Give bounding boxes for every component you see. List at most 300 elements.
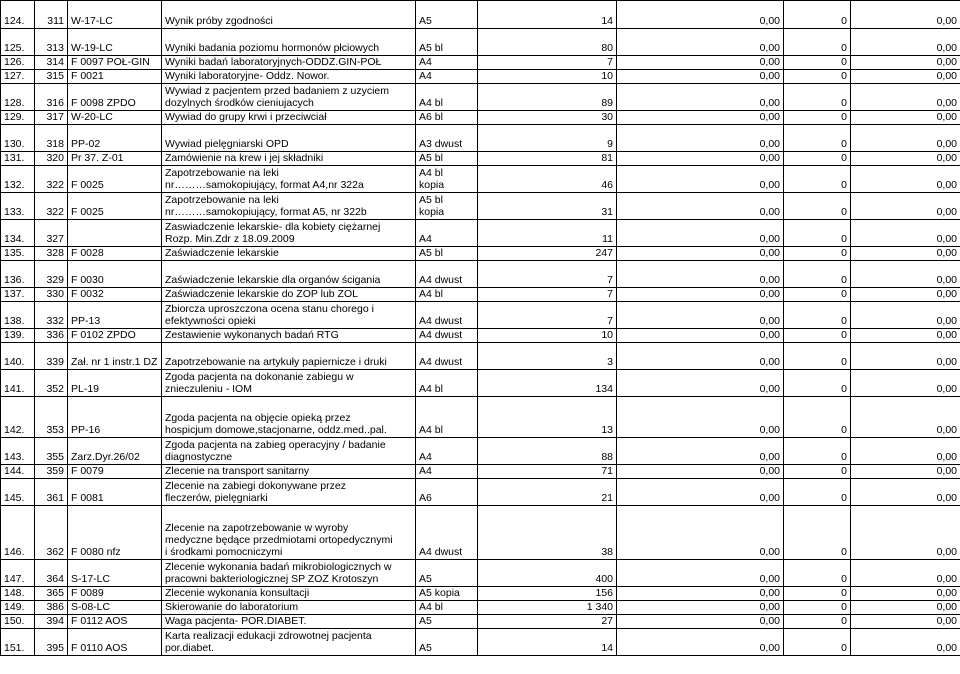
- value-b: 0: [784, 166, 851, 193]
- unit-price: 0,00: [617, 587, 784, 601]
- form-format: [416, 288, 478, 302]
- form-name-line: fleczerów, pielęgniarki: [165, 492, 268, 504]
- quantity: 134: [478, 370, 617, 397]
- unit-price: 0,00: [617, 125, 784, 152]
- form-name-line: Wywiad pielęgniarski OPD: [165, 138, 289, 150]
- form-name: [162, 29, 416, 56]
- total-value: 0,00: [851, 111, 960, 125]
- unit-price: 0,00: [617, 261, 784, 288]
- table-row: [1, 111, 960, 125]
- table-row: [1, 56, 960, 70]
- form-format: [416, 329, 478, 343]
- row-number: 133.: [1, 193, 35, 220]
- form-name: [162, 506, 416, 560]
- table-row: [1, 629, 960, 656]
- value-b: 0: [784, 1, 851, 29]
- total-value: 0,00: [851, 1, 960, 29]
- form-code: F 0098 ZPDO: [68, 84, 162, 111]
- form-format: [416, 56, 478, 70]
- form-name-line: Zapotrzebowanie na leki: [165, 167, 279, 179]
- form-name-line: Zlecenie na zabiegi dokonywane przez: [165, 480, 346, 492]
- unit-price: 0,00: [617, 70, 784, 84]
- form-format-line: A4: [419, 56, 432, 68]
- value-b: 0: [784, 397, 851, 438]
- total-value: 0,00: [851, 479, 960, 506]
- form-format: [416, 479, 478, 506]
- form-name-line: dozylnych środków cieniujacych: [165, 97, 314, 109]
- form-code: F 0089: [68, 587, 162, 601]
- form-name-line: Zlecenie wykonania badań mikrobiologicznych w: [165, 561, 392, 573]
- total-value: 0,00: [851, 288, 960, 302]
- unit-price: 0,00: [617, 479, 784, 506]
- row-number: 132.: [1, 166, 35, 193]
- form-format-line: A5 bl: [419, 152, 443, 164]
- value-b: 0: [784, 438, 851, 465]
- form-format-line: A4 bl: [419, 288, 443, 300]
- form-format-line: A4: [419, 451, 432, 463]
- form-format: [416, 465, 478, 479]
- quantity: 10: [478, 329, 617, 343]
- form-name: [162, 152, 416, 166]
- total-value: 0,00: [851, 302, 960, 329]
- table-row: [1, 465, 960, 479]
- value-b: 0: [784, 343, 851, 370]
- unit-price: 0,00: [617, 343, 784, 370]
- unit-price: 0,00: [617, 288, 784, 302]
- form-format-line: A5 kopia: [419, 587, 460, 599]
- total-value: 0,00: [851, 587, 960, 601]
- table-row: [1, 506, 960, 560]
- row-number: 138.: [1, 302, 35, 329]
- form-code: F 0032: [68, 288, 162, 302]
- total-value: 0,00: [851, 506, 960, 560]
- form-format: [416, 261, 478, 288]
- quantity: 7: [478, 261, 617, 288]
- form-name-line: nr………samokopiujący, format A4,nr 322a: [165, 179, 364, 191]
- unit-price: 0,00: [617, 329, 784, 343]
- table-row: [1, 397, 960, 438]
- unit-price: 0,00: [617, 465, 784, 479]
- unit-price: 0,00: [617, 247, 784, 261]
- form-format-line: A5: [419, 642, 432, 654]
- form-code: F 0097 POŁ-GIN: [68, 56, 162, 70]
- form-format-line: A4: [419, 70, 432, 82]
- form-name: [162, 302, 416, 329]
- total-value: 0,00: [851, 247, 960, 261]
- form-number: 359: [35, 465, 68, 479]
- form-name-line: por.diabet.: [165, 642, 215, 654]
- table-row: [1, 1, 960, 29]
- form-number: 329: [35, 261, 68, 288]
- form-format-line: A4 bl: [419, 167, 443, 179]
- form-number: 355: [35, 438, 68, 465]
- form-format-line: A6: [419, 492, 432, 504]
- value-b: 0: [784, 29, 851, 56]
- form-name-line: Zestawienie wykonanych badań RTG: [165, 329, 339, 341]
- form-code: F 0080 nfz: [68, 506, 162, 560]
- row-number: 145.: [1, 479, 35, 506]
- row-number: 148.: [1, 587, 35, 601]
- form-name: [162, 84, 416, 111]
- row-number: 130.: [1, 125, 35, 152]
- form-format-line: A4 dwust: [419, 329, 463, 341]
- unit-price: 0,00: [617, 193, 784, 220]
- table-row: [1, 261, 960, 288]
- row-number: 139.: [1, 329, 35, 343]
- unit-price: 0,00: [617, 111, 784, 125]
- unit-price: 0,00: [617, 438, 784, 465]
- form-name-line: Zlecenie wykonania konsultacji: [165, 587, 310, 599]
- form-name-line: Wynik próby zgodności: [165, 15, 273, 27]
- row-number: 125.: [1, 29, 35, 56]
- form-format: [416, 193, 478, 220]
- form-format: [416, 1, 478, 29]
- form-format-line: A4 bl: [419, 424, 443, 436]
- form-number: 394: [35, 615, 68, 629]
- form-name-line: Zgoda pacjenta na zabieg operacyjny / badanie: [165, 439, 386, 451]
- form-format-line: A4 dwust: [419, 315, 463, 327]
- unit-price: 0,00: [617, 560, 784, 587]
- form-name-line: Zlecenie na zapotrzebowanie w wyroby: [165, 522, 349, 534]
- form-format-line: A5 bl: [419, 194, 443, 206]
- form-format: [416, 370, 478, 397]
- form-code: Zał. nr 1 instr.1 DZ: [68, 343, 162, 370]
- form-number: 352: [35, 370, 68, 397]
- form-name-line: Waga pacjenta- POR.DIABET.: [165, 615, 307, 627]
- form-code: F 0021: [68, 70, 162, 84]
- form-name: [162, 288, 416, 302]
- table-row: [1, 152, 960, 166]
- form-name-line: znieczuleniu - IOM: [165, 383, 252, 395]
- form-format: [416, 166, 478, 193]
- value-b: 0: [784, 601, 851, 615]
- total-value: 0,00: [851, 152, 960, 166]
- form-name: [162, 615, 416, 629]
- form-format: [416, 601, 478, 615]
- form-code: Pr 37. Z-01: [68, 152, 162, 166]
- row-number: 143.: [1, 438, 35, 465]
- quantity: 80: [478, 29, 617, 56]
- form-format-line: A4 dwust: [419, 274, 463, 286]
- table-row: [1, 302, 960, 329]
- form-name-line: Rozp. Min.Zdr z 18.09.2009: [165, 233, 295, 245]
- form-name: [162, 166, 416, 193]
- total-value: 0,00: [851, 84, 960, 111]
- form-format: [416, 29, 478, 56]
- total-value: 0,00: [851, 397, 960, 438]
- form-code: W-17-LC: [68, 1, 162, 29]
- total-value: 0,00: [851, 601, 960, 615]
- form-name: [162, 329, 416, 343]
- row-number: 142.: [1, 397, 35, 438]
- table-row: [1, 615, 960, 629]
- form-number: 317: [35, 111, 68, 125]
- table-row: [1, 125, 960, 152]
- row-number: 131.: [1, 152, 35, 166]
- row-number: 127.: [1, 70, 35, 84]
- quantity: 156: [478, 587, 617, 601]
- form-format-line: A5: [419, 15, 432, 27]
- form-format: [416, 343, 478, 370]
- form-name-line: Karta realizacji edukacji zdrowotnej pacjenta: [165, 630, 372, 642]
- form-name-line: Skierowanie do laboratorium: [165, 601, 299, 613]
- value-b: 0: [784, 84, 851, 111]
- quantity: 88: [478, 438, 617, 465]
- form-name: [162, 629, 416, 656]
- row-number: 129.: [1, 111, 35, 125]
- form-name-line: Zaświadczenie lekarskie dla organów ścigania: [165, 274, 381, 286]
- form-name: [162, 479, 416, 506]
- form-name-line: Zaswiadczenie lekarskie- dla kobiety ciężarnej: [165, 221, 381, 233]
- quantity: 400: [478, 560, 617, 587]
- form-name: [162, 370, 416, 397]
- value-b: 0: [784, 560, 851, 587]
- table-row: [1, 247, 960, 261]
- unit-price: 0,00: [617, 302, 784, 329]
- row-number: 135.: [1, 247, 35, 261]
- quantity: 27: [478, 615, 617, 629]
- form-format: [416, 125, 478, 152]
- row-number: 151.: [1, 629, 35, 656]
- form-name: [162, 261, 416, 288]
- table-row: [1, 220, 960, 247]
- value-b: 0: [784, 479, 851, 506]
- form-name-line: pracowni bakteriologicznej SP ZOZ Krotoszyn: [165, 573, 379, 585]
- quantity: 46: [478, 166, 617, 193]
- unit-price: 0,00: [617, 220, 784, 247]
- unit-price: 0,00: [617, 601, 784, 615]
- total-value: 0,00: [851, 560, 960, 587]
- row-number: 144.: [1, 465, 35, 479]
- form-code: PL-19: [68, 370, 162, 397]
- table-row: [1, 29, 960, 56]
- form-name: [162, 438, 416, 465]
- quantity: 3: [478, 343, 617, 370]
- form-number: 365: [35, 587, 68, 601]
- row-number: 146.: [1, 506, 35, 560]
- row-number: 137.: [1, 288, 35, 302]
- form-name-line: Wyniki badań laboratoryjnych-ODDZ.GIN-POŁ: [165, 56, 382, 68]
- form-format: [416, 111, 478, 125]
- unit-price: 0,00: [617, 506, 784, 560]
- unit-price: 0,00: [617, 166, 784, 193]
- total-value: 0,00: [851, 70, 960, 84]
- unit-price: 0,00: [617, 629, 784, 656]
- form-number: 313: [35, 29, 68, 56]
- table-row: [1, 84, 960, 111]
- form-code: F 0112 AOS: [68, 615, 162, 629]
- form-code: F 0030: [68, 261, 162, 288]
- form-code: F 0025: [68, 193, 162, 220]
- form-code: F 0028: [68, 247, 162, 261]
- total-value: 0,00: [851, 615, 960, 629]
- form-name-line: Zapotrzebowanie na artykuły papiernicze i druki: [165, 356, 387, 368]
- value-b: 0: [784, 193, 851, 220]
- form-number: 316: [35, 84, 68, 111]
- form-code: S-08-LC: [68, 601, 162, 615]
- quantity: 21: [478, 479, 617, 506]
- form-number: 332: [35, 302, 68, 329]
- value-b: 0: [784, 111, 851, 125]
- table-row: [1, 166, 960, 193]
- quantity: 7: [478, 302, 617, 329]
- form-code: W-20-LC: [68, 111, 162, 125]
- row-number: 128.: [1, 84, 35, 111]
- value-b: 0: [784, 288, 851, 302]
- table-row: [1, 288, 960, 302]
- form-format-line: A4 dwust: [419, 356, 463, 368]
- value-b: 0: [784, 329, 851, 343]
- form-format: [416, 84, 478, 111]
- total-value: 0,00: [851, 125, 960, 152]
- form-format-line: A4: [419, 465, 432, 477]
- form-number: 322: [35, 166, 68, 193]
- form-name-line: Wyniki laboratoryjne- Oddz. Nowor.: [165, 70, 330, 82]
- value-b: 0: [784, 261, 851, 288]
- form-name: [162, 587, 416, 601]
- form-code: PP-02: [68, 125, 162, 152]
- quantity: 7: [478, 288, 617, 302]
- unit-price: 0,00: [617, 615, 784, 629]
- table-row: [1, 560, 960, 587]
- form-name: [162, 56, 416, 70]
- quantity: 10: [478, 70, 617, 84]
- form-format-line: A4 dwust: [419, 546, 463, 558]
- value-b: 0: [784, 370, 851, 397]
- form-number: 311: [35, 1, 68, 29]
- form-number: 339: [35, 343, 68, 370]
- form-number: 330: [35, 288, 68, 302]
- form-format: [416, 615, 478, 629]
- value-b: 0: [784, 465, 851, 479]
- form-name-line: Zgoda pacjenta na dokonanie zabiegu w: [165, 371, 354, 383]
- form-code: F 0025: [68, 166, 162, 193]
- quantity: 13: [478, 397, 617, 438]
- table-row: [1, 70, 960, 84]
- value-b: 0: [784, 56, 851, 70]
- unit-price: 0,00: [617, 370, 784, 397]
- total-value: 0,00: [851, 220, 960, 247]
- row-number: 134.: [1, 220, 35, 247]
- form-code: Zarz.Dyr.26/02: [68, 438, 162, 465]
- row-number: 150.: [1, 615, 35, 629]
- value-b: 0: [784, 152, 851, 166]
- form-number: 320: [35, 152, 68, 166]
- form-name-line: efektywności opieki: [165, 315, 256, 327]
- form-format-line: A4 bl: [419, 383, 443, 395]
- form-name-line: Zbiorcza uproszczona ocena stanu chorego i: [165, 303, 374, 315]
- quantity: 38: [478, 506, 617, 560]
- table-body: [1, 1, 960, 656]
- form-number: 336: [35, 329, 68, 343]
- form-name-line: Zaświadczenie lekarskie: [165, 247, 279, 259]
- form-name-line: Wyniki badania poziomu hormonów płciowych: [165, 42, 380, 54]
- form-name-line: nr………samokopiujący, format A5, nr 322b: [165, 206, 367, 218]
- form-format-line: A4 bl: [419, 601, 443, 613]
- form-code: F 0081: [68, 479, 162, 506]
- form-format: [416, 247, 478, 261]
- form-name-line: i środkami pomocniczymi: [165, 546, 283, 558]
- form-number: 364: [35, 560, 68, 587]
- form-format: [416, 506, 478, 560]
- form-format: [416, 220, 478, 247]
- quantity: 81: [478, 152, 617, 166]
- form-name: [162, 465, 416, 479]
- unit-price: 0,00: [617, 152, 784, 166]
- form-name: [162, 601, 416, 615]
- value-b: 0: [784, 220, 851, 247]
- total-value: 0,00: [851, 29, 960, 56]
- quantity: 11: [478, 220, 617, 247]
- form-format: [416, 560, 478, 587]
- quantity: 9: [478, 125, 617, 152]
- table-row: [1, 343, 960, 370]
- value-b: 0: [784, 615, 851, 629]
- form-code: [68, 220, 162, 247]
- form-name-line: diagnostyczne: [165, 451, 233, 463]
- total-value: 0,00: [851, 465, 960, 479]
- form-number: 327: [35, 220, 68, 247]
- total-value: 0,00: [851, 56, 960, 70]
- table-row: [1, 438, 960, 465]
- form-number: 318: [35, 125, 68, 152]
- form-number: 386: [35, 601, 68, 615]
- form-name-line: Zgoda pacjenta na objęcie opieką przez: [165, 412, 351, 424]
- total-value: 0,00: [851, 438, 960, 465]
- form-code: PP-16: [68, 397, 162, 438]
- form-format: [416, 397, 478, 438]
- total-value: 0,00: [851, 193, 960, 220]
- form-number: 322: [35, 193, 68, 220]
- form-name-line: Wywiad z pacjentem przed badaniem z uzyciem: [165, 85, 390, 97]
- form-number: 361: [35, 479, 68, 506]
- table-row: [1, 479, 960, 506]
- form-format-line: A6 bl: [419, 111, 443, 123]
- form-name: [162, 343, 416, 370]
- value-b: 0: [784, 70, 851, 84]
- form-name: [162, 125, 416, 152]
- form-format-line: A4: [419, 233, 432, 245]
- row-number: 141.: [1, 370, 35, 397]
- value-b: 0: [784, 302, 851, 329]
- form-name: [162, 560, 416, 587]
- total-value: 0,00: [851, 370, 960, 397]
- table-row: [1, 193, 960, 220]
- quantity: 31: [478, 193, 617, 220]
- form-number: 353: [35, 397, 68, 438]
- form-number: 395: [35, 629, 68, 656]
- form-code: W-19-LC: [68, 29, 162, 56]
- table-row: [1, 587, 960, 601]
- total-value: 0,00: [851, 343, 960, 370]
- form-name: [162, 1, 416, 29]
- form-format: [416, 152, 478, 166]
- form-format: [416, 70, 478, 84]
- quantity: 71: [478, 465, 617, 479]
- form-number: 328: [35, 247, 68, 261]
- row-number: 147.: [1, 560, 35, 587]
- quantity: 7: [478, 56, 617, 70]
- row-number: 140.: [1, 343, 35, 370]
- value-b: 0: [784, 247, 851, 261]
- form-name-line: medyczne będące przedmiotami ortopedycznymi: [165, 534, 393, 546]
- total-value: 0,00: [851, 166, 960, 193]
- table-row: [1, 370, 960, 397]
- row-number: 136.: [1, 261, 35, 288]
- quantity: 1 340: [478, 601, 617, 615]
- unit-price: 0,00: [617, 56, 784, 70]
- form-number: 315: [35, 70, 68, 84]
